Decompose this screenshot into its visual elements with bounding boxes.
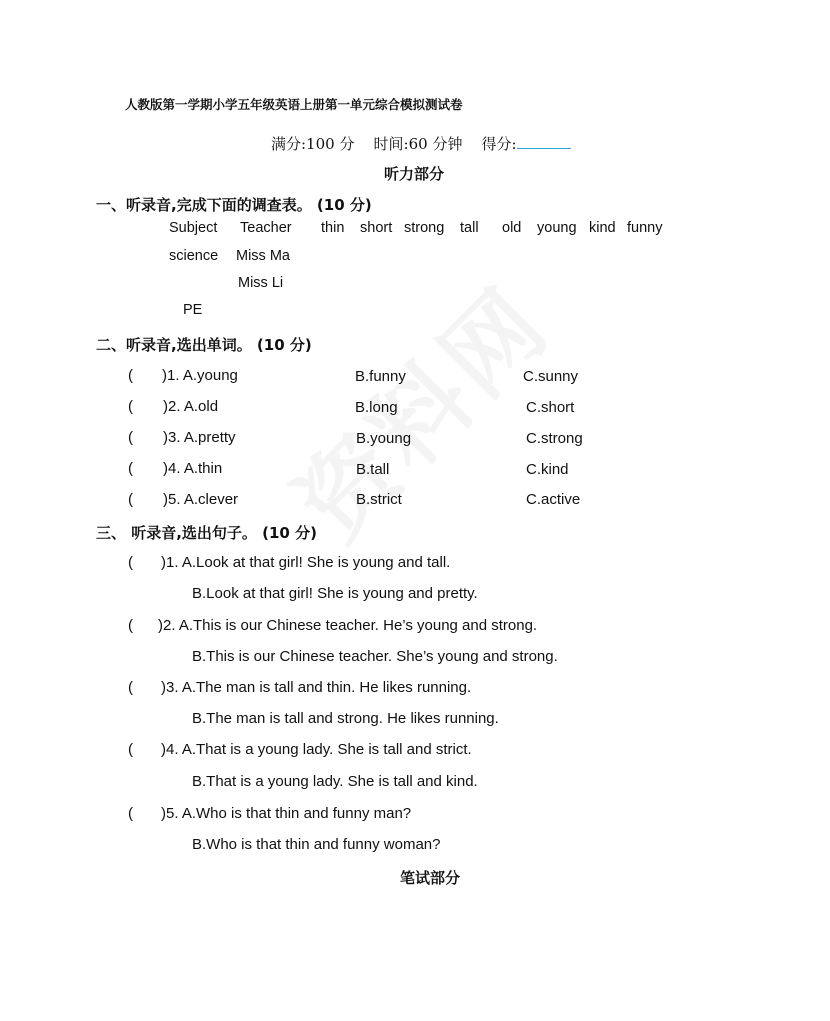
s3-q1-sentence-a: )1. A.Look at that girl! She is young and tall.: [161, 554, 451, 571]
s3-q1-sentence-b: B.Look at that girl! She is young and pretty.: [192, 585, 478, 602]
s3-q2-paren[interactable]: (: [128, 617, 133, 634]
s2-q4-option-a: )4. A.thin: [163, 460, 223, 477]
survey-header-young: young: [537, 220, 577, 236]
survey-header-teacher: Teacher: [240, 220, 292, 236]
full-score: 满分:100 分: [271, 135, 355, 153]
s3-q2-sentence-a: )2. A.This is our Chinese teacher. He’s young and strong.: [158, 617, 538, 634]
s3-q3-paren[interactable]: (: [128, 679, 133, 696]
section2-heading: 二、听录音,选出单词。 (10 分): [96, 336, 312, 354]
document-title: 人教版第一学期小学五年级英语上册第一单元综合模拟测试卷: [125, 97, 463, 112]
survey-header-old: old: [502, 220, 522, 236]
survey-row3-subject: PE: [183, 302, 203, 318]
survey-row1-teacher: Miss Ma: [236, 248, 290, 264]
s2-q3-paren[interactable]: (: [128, 429, 133, 446]
score-label: 得分:: [481, 135, 517, 153]
s2-q3-option-b: B.young: [356, 430, 412, 447]
s3-q5-sentence-a: )5. A.Who is that thin and funny man?: [161, 805, 412, 822]
survey-row1-subject: science: [169, 248, 219, 264]
s2-q3-option-a: )3. A.pretty: [163, 429, 236, 446]
s2-q2-option-b: B.long: [355, 399, 398, 416]
s2-q1-option-b: B.funny: [355, 368, 406, 385]
survey-header-subject: Subject: [169, 220, 218, 236]
s2-q4-option-b: B.tall: [356, 461, 390, 478]
time-limit: 时间:60 分钟: [373, 135, 463, 153]
section3-heading: 三、 听录音,选出句子。 (10 分): [96, 524, 317, 542]
survey-row2-teacher: Miss Li: [238, 275, 284, 291]
writing-heading: 笔试部分: [400, 869, 461, 887]
s3-q4-paren[interactable]: (: [128, 741, 133, 758]
s3-q4-sentence-a: )4. A.That is a young lady. She is tall and strict.: [161, 741, 472, 758]
s2-q4-option-c: C.kind: [526, 461, 569, 478]
section1-heading: 一、听录音,完成下面的调查表。 (10 分): [96, 196, 372, 214]
s2-q1-option-a: )1. A.young: [162, 367, 238, 384]
s3-q3-sentence-b: B.The man is tall and strong. He likes running.: [192, 710, 499, 727]
s3-q3-sentence-a: )3. A.The man is tall and thin. He likes running.: [161, 679, 472, 696]
listening-heading: 听力部分: [384, 165, 445, 183]
s2-q1-paren[interactable]: (: [128, 367, 133, 384]
s2-q5-option-b: B.strict: [356, 491, 402, 508]
survey-header-short: short: [360, 220, 393, 236]
s2-q2-option-a: )2. A.old: [163, 398, 219, 415]
s2-q5-option-c: C.active: [526, 491, 581, 508]
s2-q2-paren[interactable]: (: [128, 398, 133, 415]
survey-header-funny: funny: [627, 220, 663, 236]
survey-header-thin: thin: [321, 220, 345, 236]
s3-q5-sentence-b: B.Who is that thin and funny woman?: [192, 836, 441, 853]
s2-q4-paren[interactable]: (: [128, 460, 133, 477]
score-blank[interactable]: [517, 134, 571, 149]
s2-q1-option-c: C.sunny: [523, 368, 579, 385]
survey-header-tall: tall: [460, 220, 479, 236]
s2-q5-paren[interactable]: (: [128, 491, 133, 508]
s2-q2-option-c: C.short: [526, 399, 575, 416]
s3-q1-paren[interactable]: (: [128, 554, 133, 571]
s2-q5-option-a: )5. A.clever: [163, 491, 239, 508]
exam-meta: [271, 133, 571, 154]
survey-header-kind: kind: [589, 220, 616, 236]
s3-q2-sentence-b: B.This is our Chinese teacher. She’s young and strong.: [192, 648, 558, 665]
survey-header-strong: strong: [404, 220, 445, 236]
s3-q5-paren[interactable]: (: [128, 805, 133, 822]
s3-q4-sentence-b: B.That is a young lady. She is tall and kind.: [192, 773, 478, 790]
s2-q3-option-c: C.strong: [526, 430, 583, 447]
